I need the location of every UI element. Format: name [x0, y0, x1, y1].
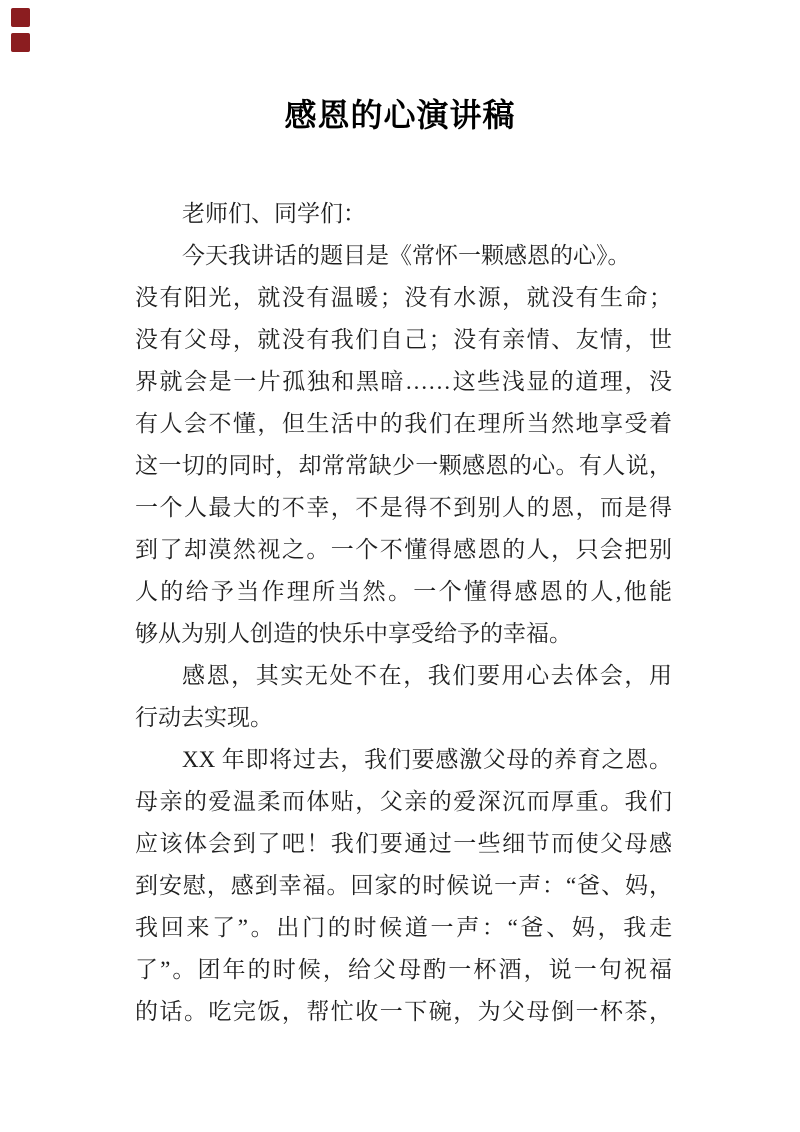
corner-markers [11, 8, 31, 54]
text-line: 感恩，其实无处不在，我们要用心去体会，用 [182, 663, 672, 688]
text-line: 人的给予当作理所当然。一个懂得感恩的人,他能 [135, 579, 672, 604]
text-line: 老师们、同学们： [182, 201, 366, 226]
text-line: 应该体会到了吧！我们要通过一些细节而使父母感 [135, 831, 672, 856]
text-line: 有人会不懂，但生活中的我们在理所当然地享受着 [135, 411, 672, 436]
text-line: 界就会是一片孤独和黑暗……这些浅显的道理，没 [135, 369, 672, 394]
document-body [135, 193, 672, 1033]
text-line: 到安慰，感到幸福。回家的时候说一声：“爸、妈， [135, 873, 672, 898]
text-line: 行动去实现。 [135, 705, 273, 730]
text-line: 没有阳光，就没有温暖；没有水源，就没有生命； [135, 285, 672, 310]
text-line: 没有父母，就没有我们自己；没有亲情、友情，世 [135, 327, 672, 352]
document-title: 感恩的心演讲稿 [284, 97, 516, 133]
text-line: 我回来了”。出门的时候道一声：“爸、妈，我走 [135, 915, 672, 940]
text-line: 一个人最大的不幸，不是得不到别人的恩，而是得 [135, 495, 672, 520]
text-line: 这一切的同时，却常常缺少一颗感恩的心。有人说， [135, 453, 672, 478]
text-line: 够从为别人创造的快乐中享受给予的幸福。 [135, 621, 572, 646]
text-line: 今天我讲话的题目是《常怀一颗感恩的心》。 [182, 243, 631, 268]
text-line: 的话。吃完饭，帮忙收一下碗，为父母倒一杯茶， [135, 999, 672, 1024]
text-line: XX 年即将过去，我们要感激父母的养育之恩。 [182, 747, 672, 772]
red-square-marker-icon [11, 33, 30, 52]
text-line: 母亲的爱温柔而体贴，父亲的爱深沉而厚重。我们 [135, 789, 672, 814]
text-line: 到了却漠然视之。一个不懂得感恩的人，只会把别 [135, 537, 672, 562]
red-square-marker-icon [11, 8, 30, 27]
text-line: 了”。团年的时候，给父母酌一杯酒，说一句祝福 [135, 957, 672, 982]
